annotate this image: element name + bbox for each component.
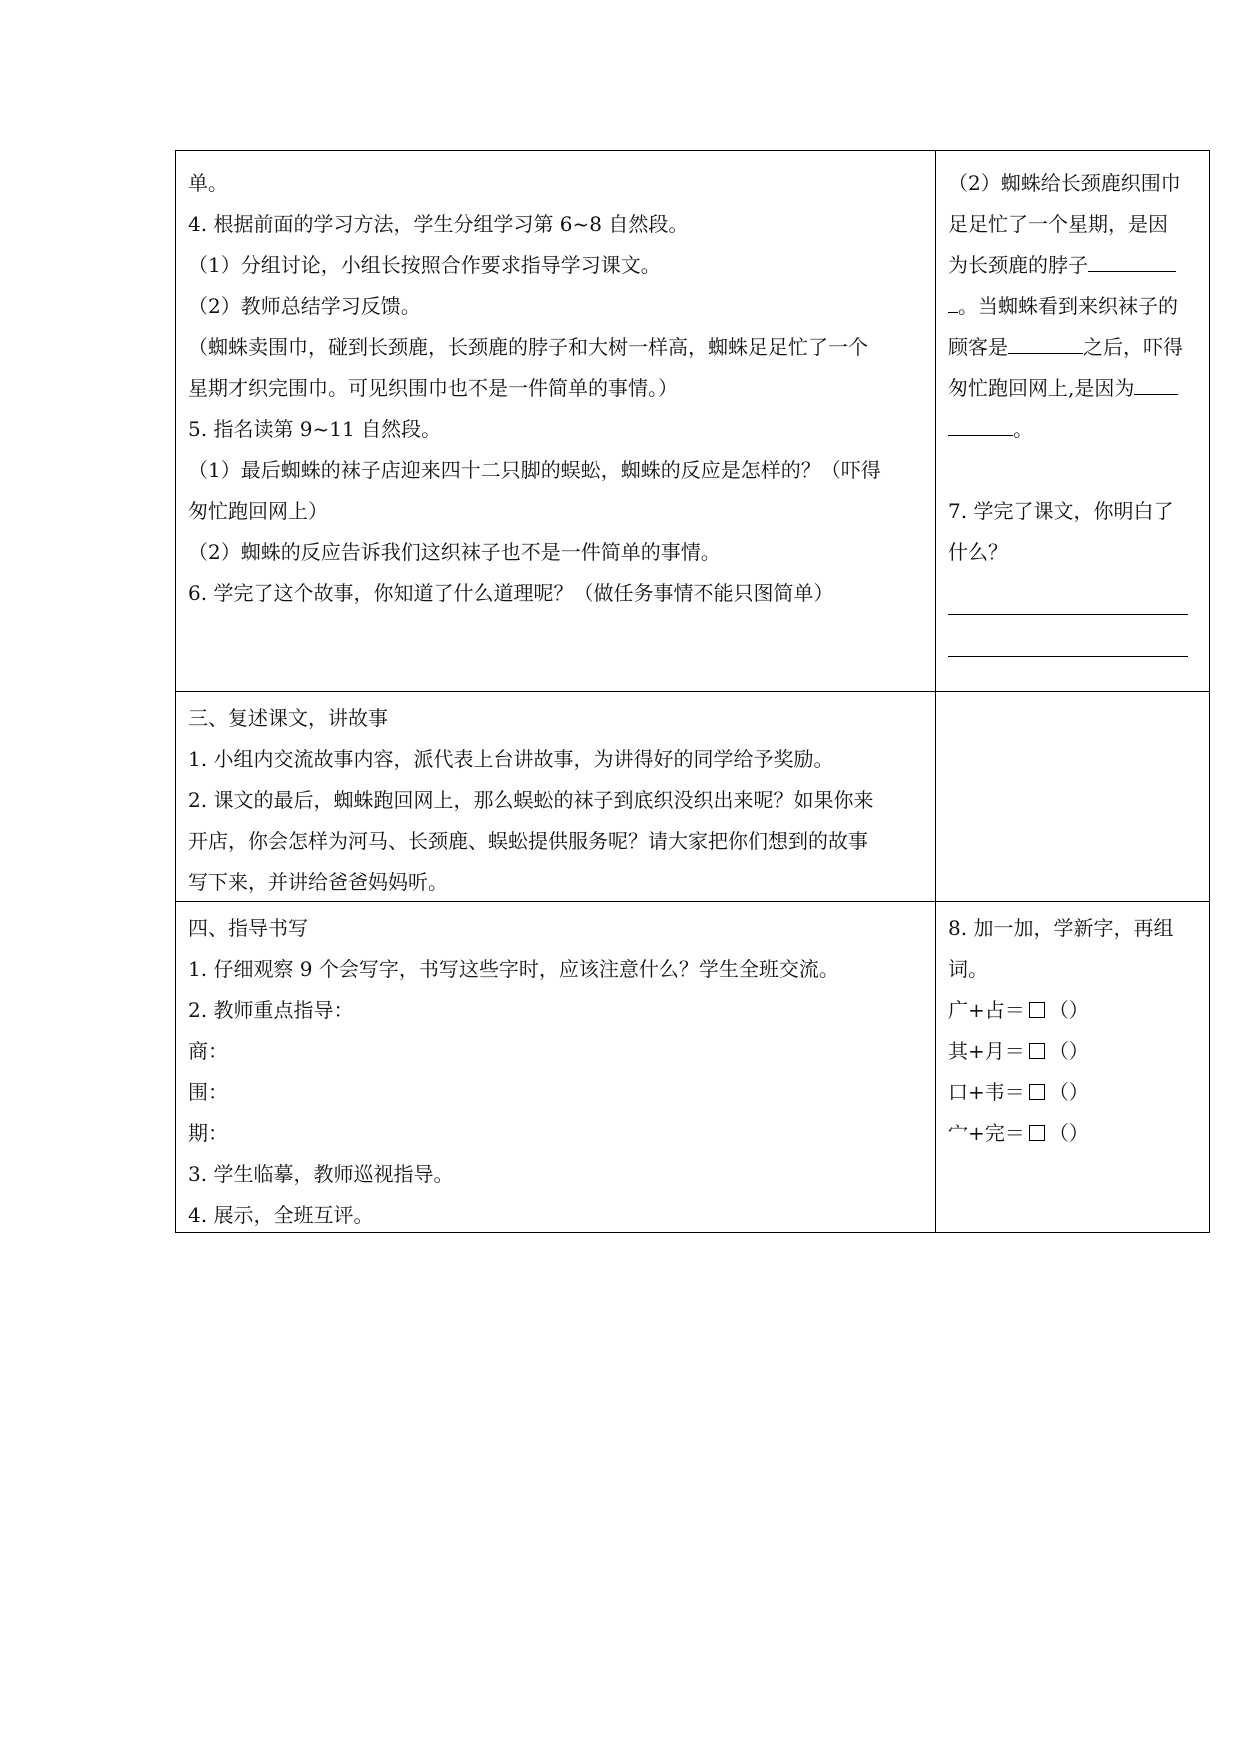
section-heading: 三、复述课文，讲故事	[188, 706, 388, 730]
text-line: （1）分组讨论，小组长按照合作要求指导学习课文。	[188, 253, 661, 277]
text-segment: 之后，吓得	[1083, 335, 1183, 359]
text-line	[948, 327, 1199, 368]
text-segment: 广+占＝	[948, 998, 1025, 1022]
answer-box[interactable]	[1029, 1043, 1045, 1059]
text-line: （2）蜘蛛给长颈鹿织围巾	[948, 171, 1181, 195]
text-segment: 。当蜘蛛看到来织袜子的	[958, 294, 1178, 318]
answer-box[interactable]	[1029, 1084, 1045, 1100]
text-line: 1. 仔细观察 9 个会写字，书写这些字时，应该注意什么？学生全班交流。	[188, 957, 839, 981]
table-row	[176, 151, 1209, 691]
text-line: 匆忙跑回网上）	[188, 499, 328, 523]
exercise-cell	[936, 151, 1209, 691]
text-line: 1. 小组内交流故事内容，派代表上台讲故事，为讲得好的同学给予奖励。	[188, 747, 834, 771]
text-segment: 为长颈鹿的脖子	[948, 253, 1088, 277]
text-segment: 顾客是	[948, 335, 1008, 359]
retell-cell	[176, 692, 936, 901]
empty-cell	[936, 692, 1209, 901]
character-item	[948, 1031, 1199, 1072]
text-segment: 其+月＝	[948, 1039, 1025, 1063]
text-line: （1）最后蜘蛛的袜子店迎来四十二只脚的蜈蚣，蜘蛛的反应是怎样的？（吓得	[188, 458, 881, 482]
answer-parens[interactable]: （）	[1048, 1121, 1089, 1145]
text-segment: 宀+完＝	[948, 1121, 1025, 1145]
answer-parens[interactable]: （）	[1048, 998, 1089, 1022]
answer-parens[interactable]: （）	[1048, 1080, 1089, 1104]
text-line: 3. 学生临摹，教师巡视指导。	[188, 1162, 454, 1186]
text-line	[948, 409, 1199, 450]
answer-box[interactable]	[1029, 1125, 1045, 1141]
section-heading: 四、指导书写	[188, 916, 308, 940]
character-exercise-cell	[936, 902, 1209, 1232]
text-line: 2. 教师重点指导：	[188, 998, 354, 1022]
text-line: （蜘蛛卖围巾，碰到长颈鹿，长颈鹿的脖子和大树一样高，蜘蛛足足忙了一个	[188, 335, 868, 359]
table-row	[176, 901, 1209, 1232]
text-line: 7. 学完了课文，你明白了	[948, 499, 1174, 523]
text-line: 2. 课文的最后，蜘蛛跑回网上，那么蜈蚣的袜子到底织没织出来呢？如果你来	[188, 788, 874, 812]
text-segment: 。	[1013, 417, 1033, 441]
text-line: 8. 加一加，学新字，再组	[948, 916, 1174, 940]
text-line: （2）教师总结学习反馈。	[188, 294, 421, 318]
table-row	[176, 691, 1209, 901]
answer-blank[interactable]	[1134, 372, 1178, 395]
text-line: 足足忙了一个星期，是因	[948, 212, 1168, 236]
text-line	[948, 245, 1199, 286]
text-line: 围：	[188, 1080, 228, 1104]
text-line: 单。	[188, 171, 228, 195]
character-item	[948, 990, 1199, 1031]
text-line: 商：	[188, 1039, 228, 1063]
text-line: 6. 学完了这个故事，你知道了什么道理呢？（做任务事情不能只图简单）	[188, 581, 834, 605]
text-line: 5. 指名读第 9~11 自然段。	[188, 417, 442, 441]
text-line	[948, 368, 1199, 409]
text-segment: 匆忙跑回网上,是因为	[948, 376, 1135, 400]
answer-line[interactable]	[948, 615, 1188, 657]
answer-blank[interactable]	[1008, 331, 1083, 354]
answer-box[interactable]	[1029, 1002, 1045, 1018]
answer-blank[interactable]	[948, 290, 958, 313]
spacer-line	[948, 450, 1199, 491]
lesson-table	[175, 150, 1210, 1233]
answer-line[interactable]	[948, 573, 1188, 615]
character-item	[948, 1072, 1199, 1113]
text-line: 期：	[188, 1121, 228, 1145]
character-item	[948, 1113, 1199, 1154]
text-line	[948, 286, 1199, 327]
text-line: 词。	[948, 957, 988, 981]
text-line: 写下来，并讲给爸爸妈妈听。	[188, 870, 448, 894]
text-line: （2）蜘蛛的反应告诉我们这织袜子也不是一件简单的事情。	[188, 540, 721, 564]
text-line: 星期才织完围巾。可见织围巾也不是一件简单的事情。）	[188, 376, 678, 400]
writing-guide-cell	[176, 902, 936, 1232]
text-line: 开店，你会怎样为河马、长颈鹿、蜈蚣提供服务呢？请大家把你们想到的故事	[188, 829, 868, 853]
text-segment: 口+韦＝	[948, 1080, 1025, 1104]
text-line: 4. 展示，全班互评。	[188, 1203, 374, 1227]
teaching-process-cell	[176, 151, 936, 691]
answer-blank[interactable]	[1088, 249, 1176, 272]
answer-blank[interactable]	[948, 413, 1013, 436]
text-line: 什么？	[948, 540, 1008, 564]
text-line: 4. 根据前面的学习方法，学生分组学习第 6~8 自然段。	[188, 212, 689, 236]
answer-parens[interactable]: （）	[1048, 1039, 1089, 1063]
